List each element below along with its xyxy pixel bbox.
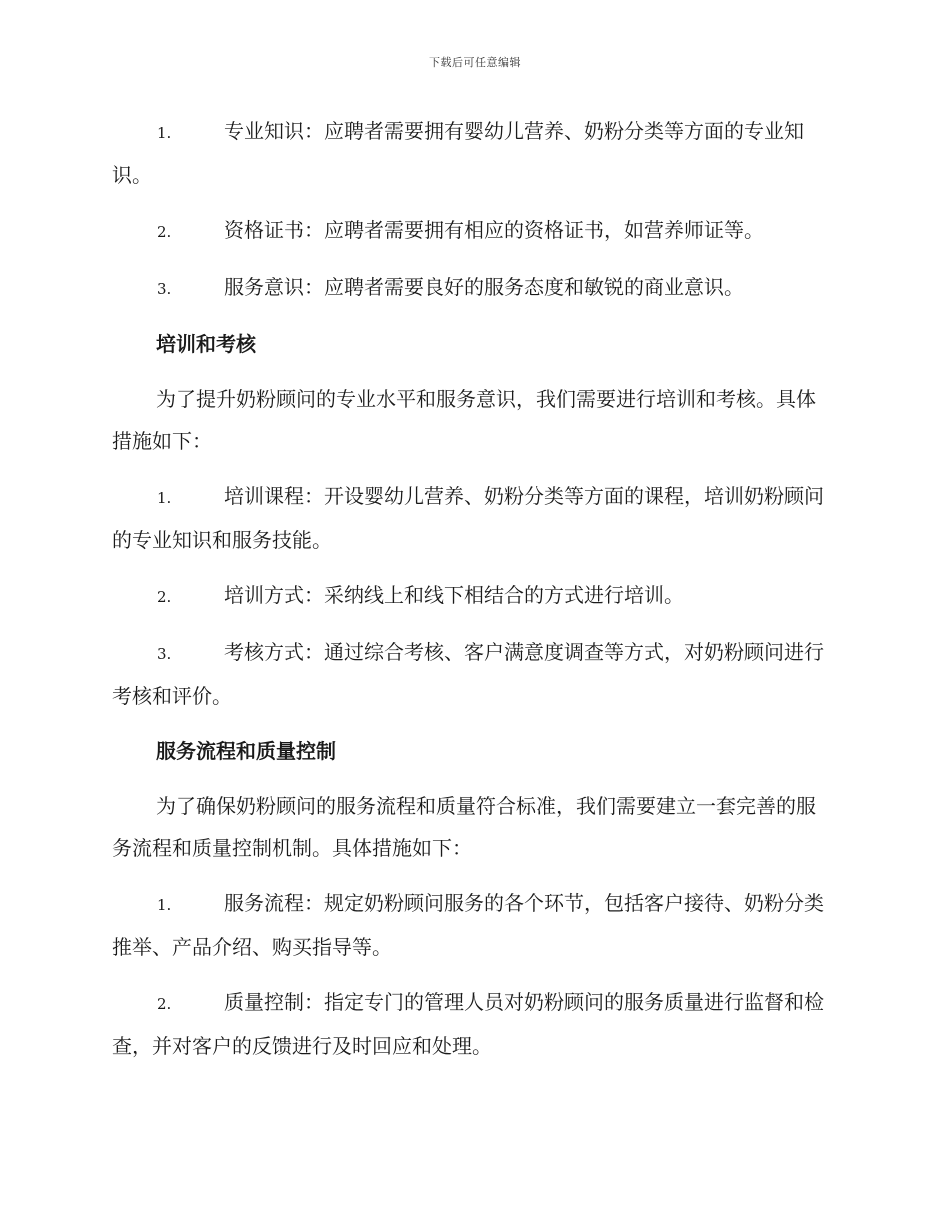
section-heading-quality: 服务流程和质量控制 xyxy=(156,739,336,763)
list-number: 3. xyxy=(157,645,172,663)
list-text: 专业知识：应聘者需要拥有婴幼儿营养、奶粉分类等方面的专业知识。 xyxy=(112,119,804,187)
list-number: 1. xyxy=(157,124,172,142)
list-text: 质量控制：指定专门的管理人员对奶粉顾问的服务质量进行监督和检查，并对客户的反馈进行及时回应和处理。 xyxy=(112,990,824,1058)
section-heading-training: 培训和考核 xyxy=(156,332,256,356)
list-item xyxy=(112,475,834,561)
list-text: 培训课程：开设婴幼儿营养、奶粉分类等方面的课程，培训奶粉顾问的专业知识和服务技能。 xyxy=(112,484,824,552)
list-item xyxy=(112,266,834,310)
list-text: 服务意识：应聘者需要良好的服务态度和敏锐的商业意识。 xyxy=(224,275,744,299)
list-text: 资格证书：应聘者需要拥有相应的资格证书，如营养师证等。 xyxy=(224,218,764,242)
list-item xyxy=(112,882,834,968)
list-text: 考核方式：通过综合考核、客户满意度调查等方式，对奶粉顾问进行考核和评价。 xyxy=(112,640,824,708)
list-text: 服务流程：规定奶粉顾问服务的各个环节，包括客户接待、奶粉分类推举、产品介绍、购买指导等。 xyxy=(112,891,824,959)
list-item xyxy=(112,981,834,1067)
list-number: 2. xyxy=(157,995,172,1013)
list-number: 2. xyxy=(157,223,172,241)
list-item xyxy=(112,631,834,717)
list-item xyxy=(112,574,834,618)
document-body xyxy=(112,110,834,1080)
list-number: 3. xyxy=(157,280,172,298)
list-number: 1. xyxy=(157,896,172,914)
list-item xyxy=(112,209,834,253)
list-item xyxy=(112,110,834,196)
list-text: 培训方式：采纳线上和线下相结合的方式进行培训。 xyxy=(224,583,684,607)
page-header: 下载后可任意编辑 xyxy=(429,56,521,69)
section-intro-quality: 为了确保奶粉顾问的服务流程和质量符合标准，我们需要建立一套完善的服务流程和质量控制机制。具体措施如下： xyxy=(112,794,816,860)
list-number: 2. xyxy=(157,588,172,606)
list-number: 1. xyxy=(157,489,172,507)
section-intro-training: 为了提升奶粉顾问的专业水平和服务意识，我们需要进行培训和考核。具体措施如下： xyxy=(112,387,816,453)
